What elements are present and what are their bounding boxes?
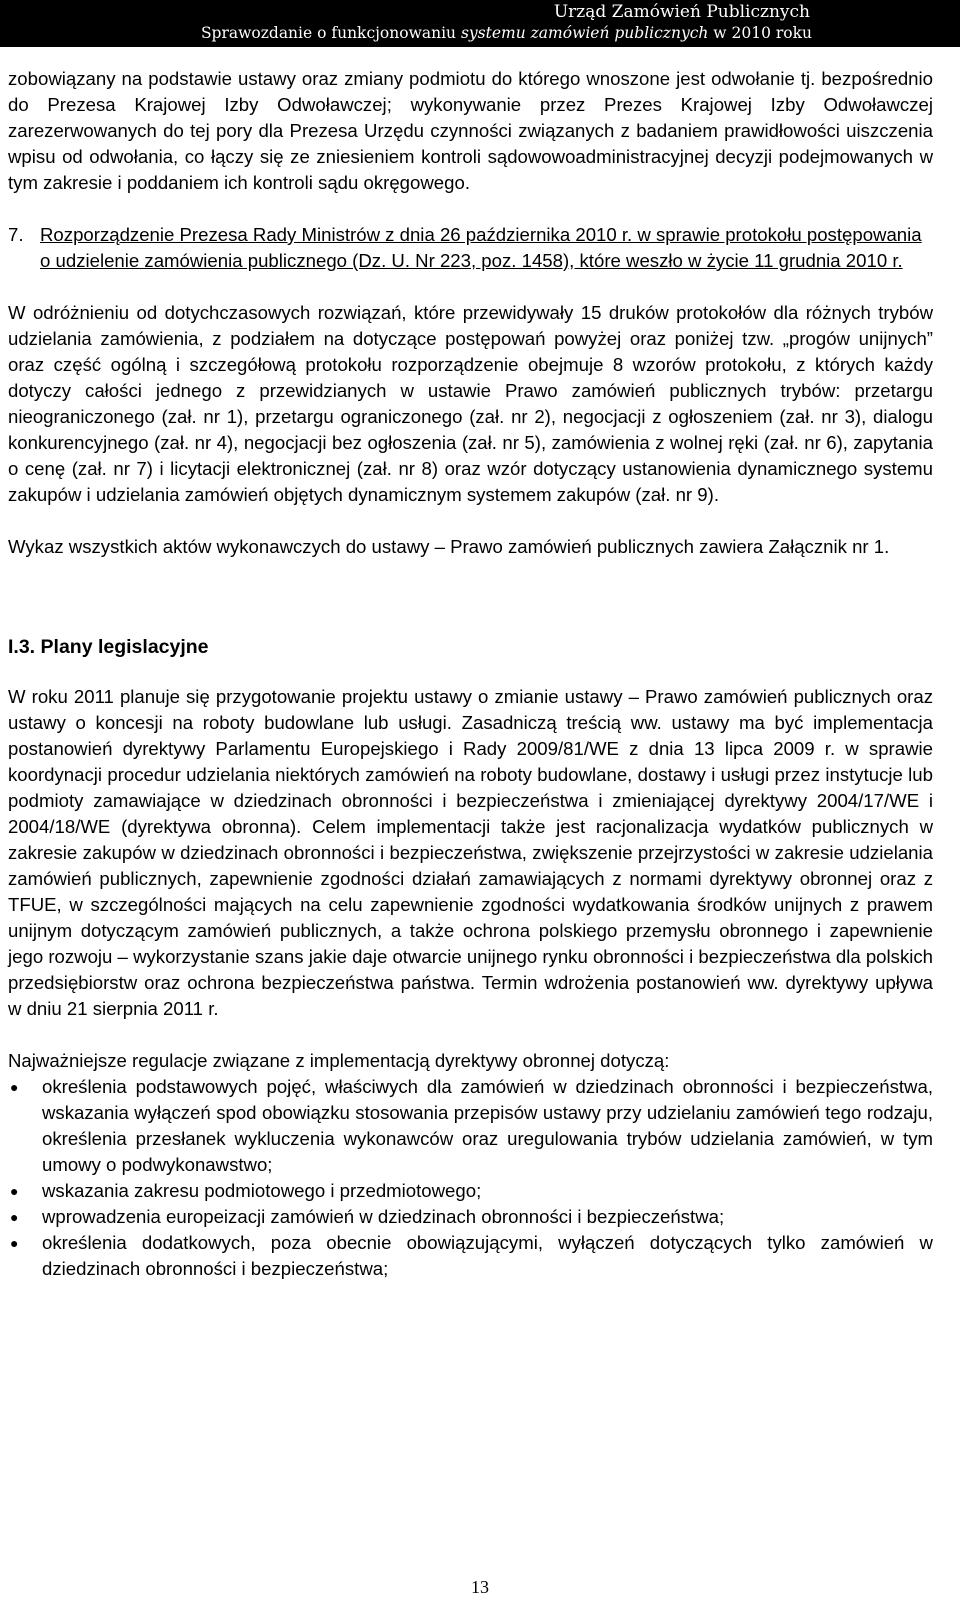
section-heading: I.3. Plany legislacyjne (8, 636, 209, 658)
document-body (8, 66, 933, 1282)
item-7-label: 7. (8, 224, 24, 245)
item-7-text: Rozporządzenie Prezesa Rady Ministrów z dnia 26 października 2010 r. w sprawie protokołu postępowania o udzielenie zamówienia publicznego (Dz. U. Nr 223, poz. 1458), które weszło w życie 11 grudnia 2010 r. (40, 224, 922, 271)
bullet-icon: ● (10, 1209, 19, 1225)
list-item: ● wprowadzenia europeizacji zamówień w dziedzinach obronności i bezpieczeństwa; (8, 1204, 933, 1230)
acts-list-paragraph: Wykaz wszystkich aktów wykonawczych do ustawy – Prawo zamówień publicznych zawiera Załącznik nr 1. (8, 536, 890, 557)
legislative-plans-paragraph: W roku 2011 planuje się przygotowanie projektu ustawy o zmianie ustawy – Prawo zamówień publicznych oraz ustawy o koncesji na roboty budowlane lub usługi. Zasadniczą treścią ww. ustawy ma być implementacja postanowień dyrektywy Parlamentu Europejskiego i Rady 2009/81/WE z dnia 13 lipca 2009 r. w sprawie koordynacji procedur udzielania niektórych zamówień na roboty budowlane, dostawy i usługi przez instytucje lub podmioty zamawiające w dziedzinach obronności i bezpieczeństwa i zmieniającej dyrektywy 2004/17/WE i 2004/18/WE (dyrektywa obronna). Celem implementacji także jest racjonalizacja wydatków publicznych w zakresie zakupów w dziedzinach obronności i bezpieczeństwa, zwiększenie przejrzystości w zakresie udzielania zamówień publicznych, zapewnienie zgodności działań zamawiających z normami dyrektywy obronnej oraz z TFUE, w szczególności mających na celu zapewnienie zgodności wydatkowania środków unijnych z prawem unijnym dotyczącym zamówień publicznych, a także ochrona polskiego przemysłu obronnego i zapewnienie jego rozwoju – wykorzystanie szans jakie daje otwarcie unijnego rynku obronności i bezpieczeństwa dla polskich przedsiębiorstw oraz ochrona bezpieczeństwa państwa. Termin wdrożenia postanowień ww. dyrektywy upływa w dniu 21 sierpnia 2011 r. (8, 686, 934, 1019)
list-item: ● określenia podstawowych pojęć, właściwych dla zamówień w dziedzinach obronności i bezpieczeństwa, wskazania wyłączeń spod obowiązku stosowania przepisów ustawy przy udzielaniu zamówień tego rodzaju, określenia przesłanek wykluczenia wykonawców oraz uregulowania trybów udzielania zamówień, w tym umowy o podwykonawstwo; (8, 1074, 933, 1178)
bullet-icon: ● (10, 1079, 19, 1095)
regulations-list (8, 1074, 933, 1282)
bullet-icon: ● (10, 1235, 19, 1251)
header-report-suffix: w 2010 roku (708, 24, 812, 42)
page-number: 13 (471, 1577, 489, 1597)
header-report-italic: systemu zamówień publicznych (460, 24, 709, 42)
list-item: ● określenia dodatkowych, poza obecnie obowiązującymi, wyłączeń dotyczących tylko zamówień w dziedzinach obronności i bezpieczeństwa; (8, 1230, 933, 1282)
list-item: ● wskazania zakresu podmiotowego i przedmiotowego; (8, 1178, 933, 1204)
regulations-intro: Najważniejsze regulacje związane z implementacją dyrektywy obronnej dotyczą: (8, 1050, 670, 1071)
bullet-icon: ● (10, 1183, 19, 1199)
intro-paragraph: zobowiązany na podstawie ustawy oraz zmiany podmiotu do którego wnoszone jest odwołanie tj. bezpośrednio do Prezesa Krajowej Izby Odwoławczej; wykonywanie przez Prezes Krajowej Izby Odwoławczej zarezerwowanych do tej pory dla Prezesa Urzędu czynności związanych z badaniem prawidłowości uiszczenia wpisu od odwołania, co łączy się ze zniesieniem kontroli sądowowoadministracyjnej decyzji podejmowanych w tym zakresie i poddaniem ich kontroli sądu okręgowego. (8, 68, 933, 193)
header-report-prefix: Sprawozdanie o funkcjonowaniu (200, 24, 461, 42)
header-institution: Urząd Zamówień Publicznych (553, 2, 810, 22)
header-report-title (152, 24, 812, 42)
page-header (0, 0, 960, 47)
item-7 (8, 222, 933, 274)
protocols-paragraph: W odróżnieniu od dotychczasowych rozwiązań, które przewidywały 15 druków protokołów dla różnych trybów udzielania zamówienia, z podziałem na dotyczące postępowań powyżej oraz poniżej tzw. „progów unijnych” oraz część ogólną i szczegółową protokołu rozporządzenie obejmuje 8 wzorów protokołu, z których każdy dotyczy całości jednego z przewidzianych w ustawie Prawo zamówień publicznych trybów: przetargu nieograniczonego (zał. nr 1), przetargu ograniczonego (zał. nr 2), negocjacji z ogłoszeniem (zał. nr 3), dialogu konkurencyjnego (zał. nr 4), negocjacji bez ogłoszenia (zał. nr 5), zamówienia z wolnej ręki (zał. nr 6), zapytania o cenę (zał. nr 7) i licytacji elektronicznej (zał. nr 8) oraz wzór dotyczący ustanowienia dynamicznego systemu zakupów i udzielania zamówień objętych dynamicznym systemem zakupów (zał. nr 9). (8, 302, 933, 505)
